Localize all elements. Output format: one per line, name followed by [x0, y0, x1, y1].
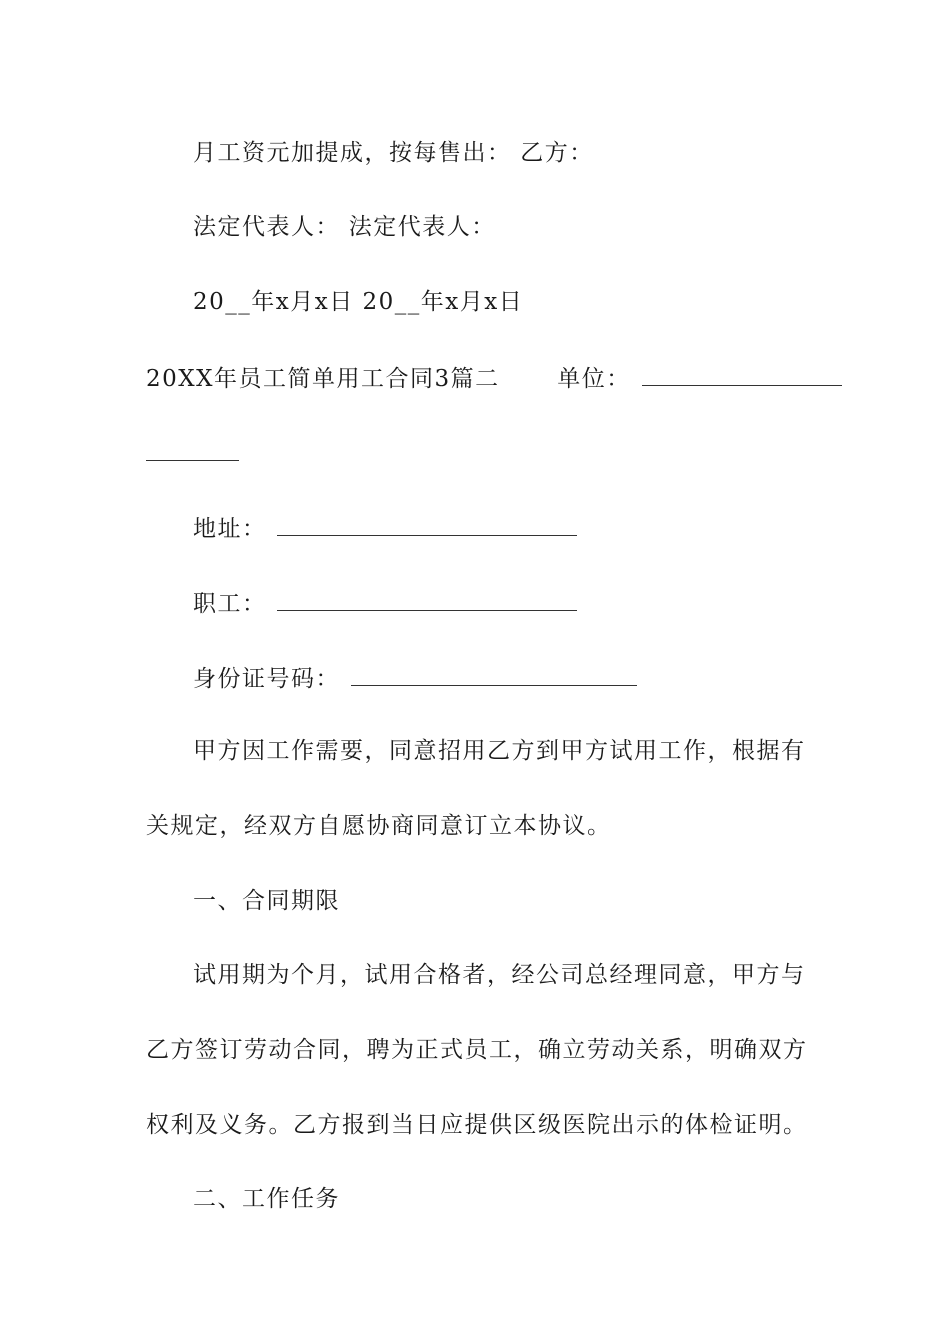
- employee-line: [193, 586, 806, 620]
- employee-label: 职工：: [193, 591, 267, 617]
- unit-label: 单位：: [557, 366, 631, 392]
- section-2-heading: [193, 1183, 806, 1215]
- id-number-label: 身份证号码：: [193, 666, 340, 692]
- employee-blank: [277, 586, 577, 611]
- section-1-heading: [193, 885, 806, 917]
- address-label: 地址：: [193, 516, 267, 542]
- section-1-line-3: [146, 1109, 806, 1141]
- id-number-line: [193, 661, 806, 695]
- section-1-text-3: 权利及义务。乙方报到当日应提供区级医院出示的体检证明。: [146, 1112, 808, 1138]
- section-1-text-2: 乙方签订劳动合同，聘为正式员工，确立劳动关系，明确双方: [146, 1037, 808, 1063]
- unit-blank: [642, 361, 842, 386]
- address-blank: [277, 511, 577, 536]
- representative-line: [193, 211, 806, 243]
- contract-title-line: [146, 361, 806, 395]
- salary-text: 月工资元加提成，按每售出： 乙方：: [193, 140, 594, 166]
- section-1-text-1: 试用期为个月，试用合格者，经公司总经理同意，甲方与: [193, 962, 806, 988]
- paragraph-intro-line-2: [146, 810, 806, 842]
- unit-blank-continued: [146, 436, 239, 461]
- address-line: [193, 511, 806, 545]
- salary-line: [193, 137, 806, 169]
- date-line: [193, 286, 806, 318]
- section-1-heading-text: 一、合同期限: [193, 888, 340, 914]
- paragraph-intro-line-1: [193, 735, 806, 767]
- paragraph-intro-text-2: 关规定，经双方自愿协商同意订立本协议。: [146, 813, 612, 839]
- date-text: 20__年x月x日 20__年x月x日: [193, 289, 524, 315]
- id-number-blank: [351, 661, 637, 686]
- unit-blank-continued-line: [146, 436, 806, 470]
- section-2-heading-text: 二、工作任务: [193, 1186, 340, 1212]
- section-1-line-1: [193, 959, 806, 991]
- paragraph-intro-text-1: 甲方因工作需要，同意招用乙方到甲方试用工作，根据有: [193, 738, 806, 764]
- representative-text: 法定代表人： 法定代表人：: [193, 214, 496, 240]
- contract-title: 20XX年员工简单用工合同3篇二: [146, 366, 500, 392]
- section-1-line-2: [146, 1034, 806, 1066]
